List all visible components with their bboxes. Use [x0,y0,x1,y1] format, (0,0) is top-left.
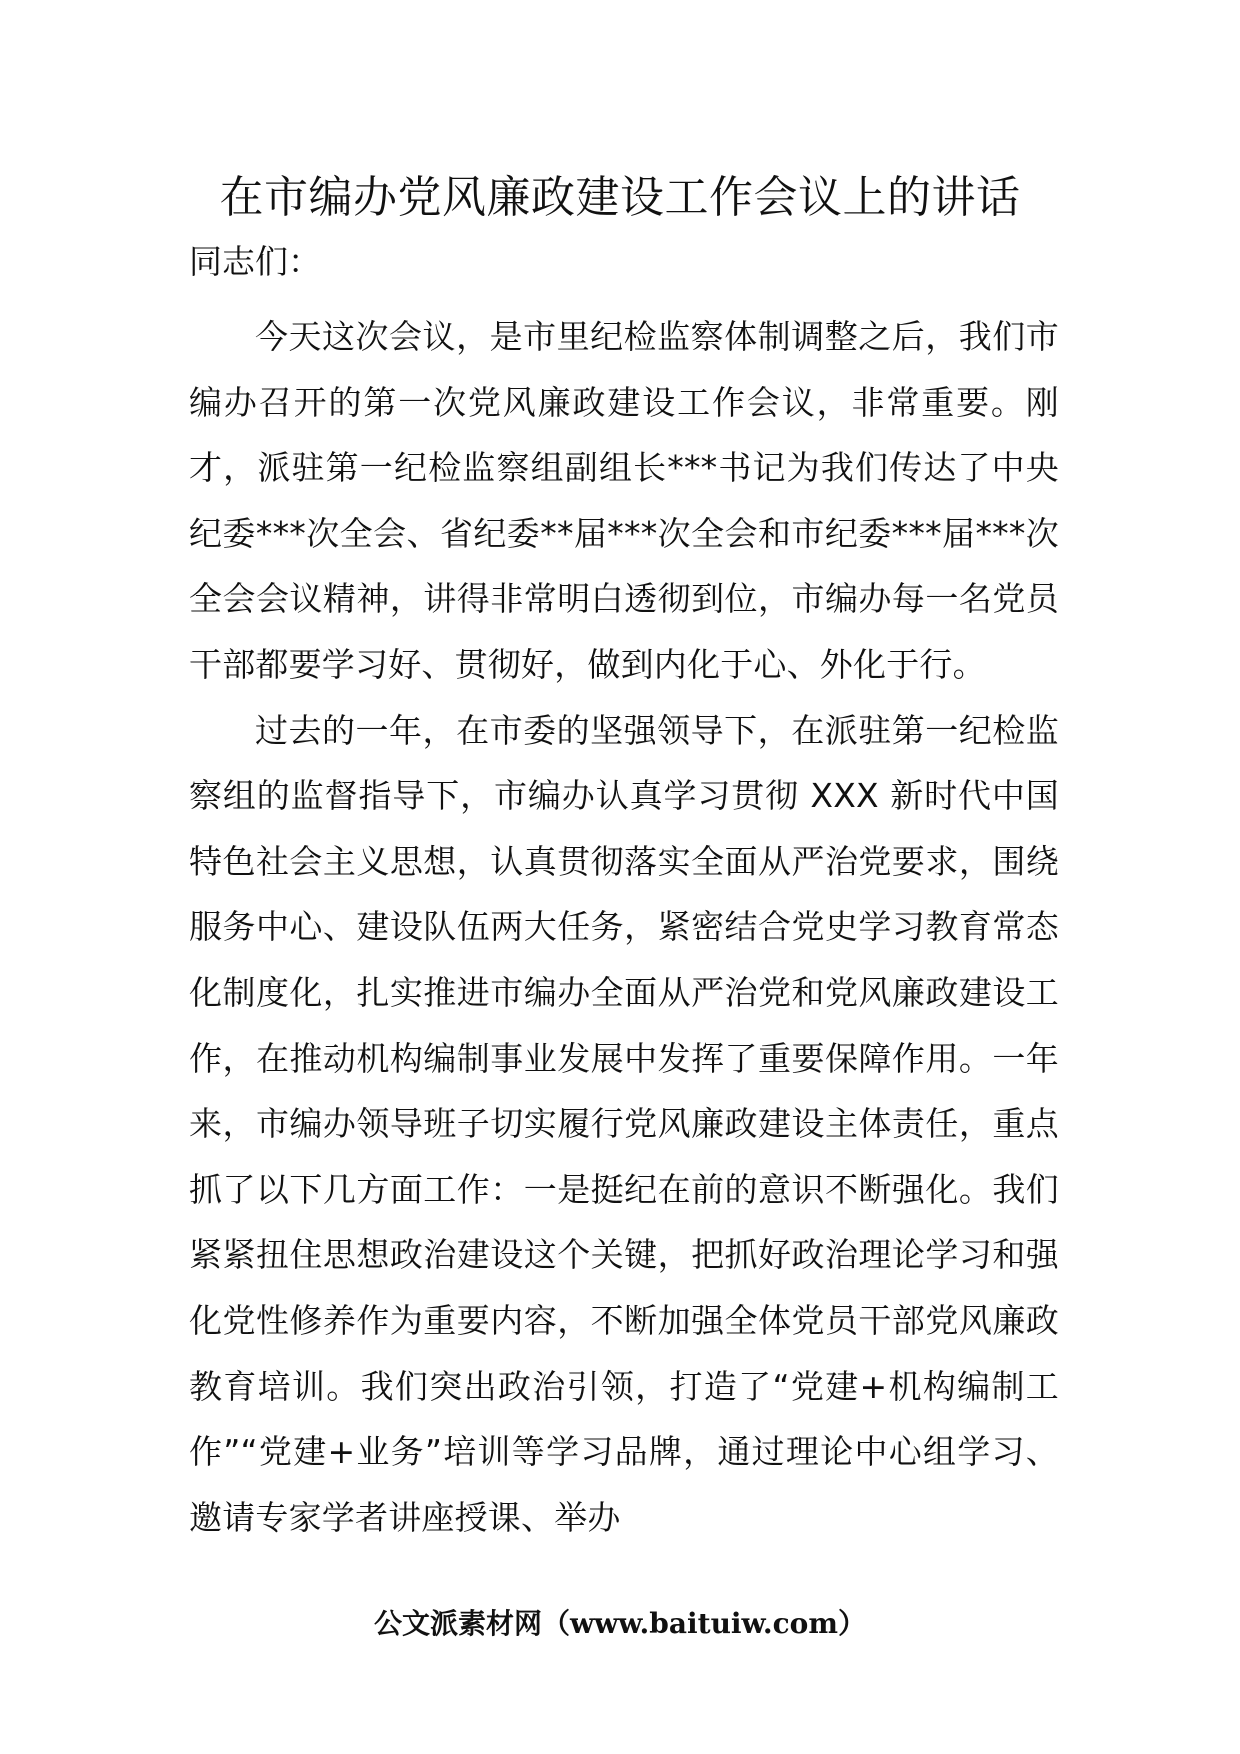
salutation: 同志们： [189,242,321,281]
paragraph-1: 今天这次会议，是市里纪检监察体制调整之后，我们市编办召开的第一次党风廉政建设工作会议，非常重要。刚才，派驻第一纪检监察组副组长***书记为我们传达了中央纪委***次全会、省纪委**届***次全会和市纪委***届***次全会会议精神，讲得非常明白透彻到位，市编办每一名党员干部都要学习好、贯彻好，做到内化于心、外化于行。 [189,317,1059,684]
document-title: 在市编办党风廉政建设工作会议上的讲话 [219,172,1021,223]
footer-watermark: 公文派素材网（www.baituiw.com） [374,1607,866,1640]
paragraph-2: 过去的一年，在市委的坚强领导下，在派驻第一纪检监察组的监督指导下，市编办认真学习贯彻 XXX 新时代中国特色社会主义思想，认真贯彻落实全面从严治党要求，围绕服务中心、建设队伍两大任务，紧密结合党史学习教育常态化制度化，扎实推进市编办全面从严治党和党风廉政建设工作，在推动机构编制事业发展中发挥了重要保障作用。一年来，市编办领导班子切实履行党风廉政建设主体责任，重点抓了以下几方面工作：一是挺纪在前的意识不断强化。我们紧紧扭住思想政治建设这个关键，把抓好政治理论学习和强化党性修养作为重要内容，不断加强全体党员干部党风廉政教育培训。我们突出政治引领，打造了“党建+机构编制工作”“党建+业务”培训等学习品牌，通过理论中心组学习、邀请专家学者讲座授课、举办 [189,710,1059,1537]
document-body [189,304,1059,1550]
